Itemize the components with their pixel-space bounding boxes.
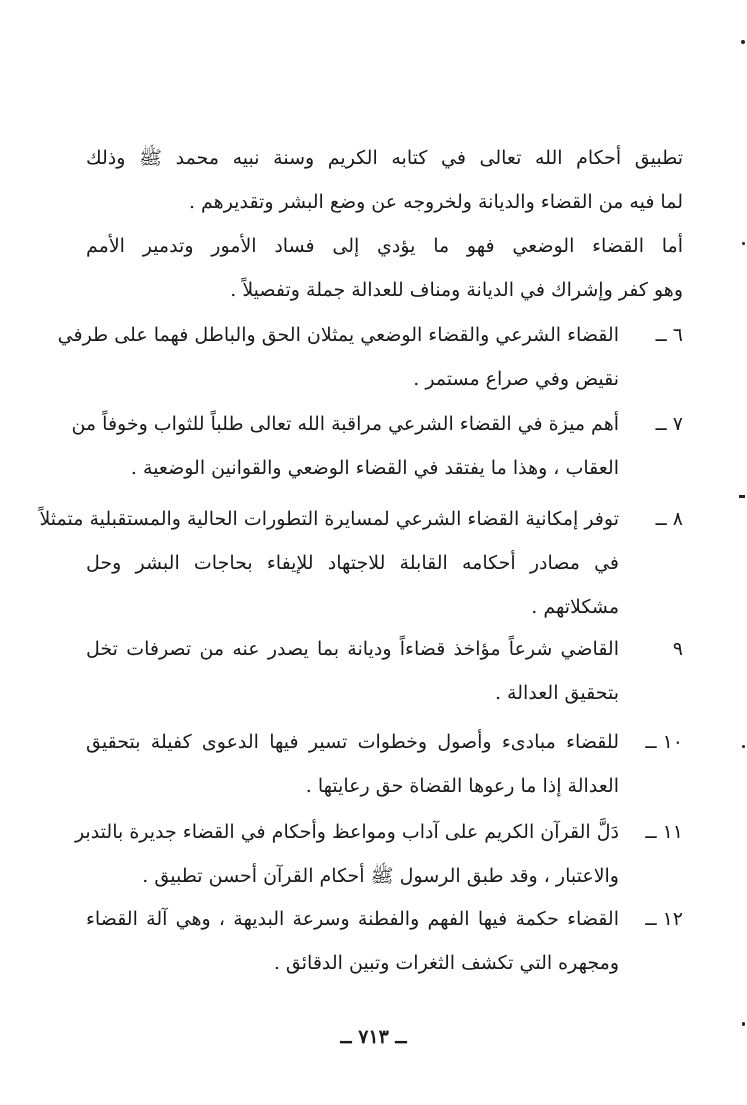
scan-mark <box>739 495 745 498</box>
scan-mark <box>742 1022 745 1026</box>
item-number: ١٠ ــ <box>645 731 683 753</box>
intro-line-2: لما فيه من القضاء والديانة ولخروجه عن وضع البشر وتقديرهم . <box>188 191 683 213</box>
intro-line-4: وهو كفر وإشراك في الديانة ومناف للعدالة جملة وتفصيلاً . <box>230 279 683 301</box>
item-line: أهم ميزة في القضاء الشرعي مراقبة الله تعالى طلباً للثواب وخوفاً من <box>71 413 619 435</box>
item-line: توفر إمكانية القضاء الشرعي لمسايرة التطورات الحالية والمستقبلية متمثلاً <box>39 508 619 530</box>
page-number: ــ ٧١٣ ــ <box>340 1026 407 1048</box>
item-number: ٦ ــ <box>655 324 683 346</box>
scan-mark <box>742 242 745 245</box>
list-item-7 <box>71 402 683 490</box>
scan-mark <box>742 745 745 748</box>
list-item-11 <box>74 810 683 898</box>
item-number: ١١ ــ <box>645 821 683 843</box>
item-line: في مصادر أحكامه القابلة للاجتهاد للإيفاء بحاجات البشر وحل <box>86 552 619 574</box>
intro-line-1: تطبيق أحكام الله تعالى في كتابه الكريم وسنة نبيه محمد ﷺ وذلك <box>86 147 683 169</box>
item-number: ٨ ــ <box>655 508 683 530</box>
list-item-6 <box>57 313 683 401</box>
intro-line-3: أما القضاء الوضعي فهو ما يؤدي إلى فساد الأمور وتدمير الأمم <box>86 235 683 257</box>
list-item-9 <box>86 627 683 715</box>
scan-mark <box>741 40 745 44</box>
item-line: القاضي شرعاً مؤاخذ قضاءاً وديانة بما يصدر عنه من تصرفات تخل <box>86 638 619 660</box>
item-number: ١٢ ــ <box>645 908 683 930</box>
intro-paragraph <box>86 136 683 312</box>
item-line: ومجهره التي تكشف الثغرات وتبين الدقائق . <box>273 952 619 974</box>
item-line: العدالة إذا ما رعوها القضاة حق رعايتها . <box>305 775 619 797</box>
item-line: نقيض وفي صراع مستمر . <box>413 368 619 390</box>
item-line: للقضاء مبادىء وأصول وخطوات تسير فيها الدعوى كفيلة بتحقيق <box>86 731 619 753</box>
item-line: القضاء الشرعي والقضاء الوضعي يمثلان الحق والباطل فهما على طرفي <box>57 324 619 346</box>
list-item-10 <box>86 720 683 808</box>
list-item-12 <box>86 897 683 985</box>
item-line: بتحقيق العدالة . <box>494 682 619 704</box>
item-line: دَلَّ القرآن الكريم على آداب ومواعظ وأحكام في القضاء جديرة بالتدبر <box>74 821 619 843</box>
item-number: ٩ <box>672 638 683 660</box>
list-item-8 <box>39 497 683 629</box>
item-line: العقاب ، وهذا ما يفتقد في القضاء الوضعي والقوانين الوضعية . <box>130 457 619 479</box>
item-line: القضاء حكمة فيها الفهم والفطنة وسرعة البديهة ، وهي آلة القضاء <box>86 908 619 930</box>
item-number: ٧ ــ <box>655 413 683 435</box>
item-line: والاعتبار ، وقد طبق الرسول ﷺ أحكام القرآن أحسن تطبيق . <box>142 865 619 887</box>
item-line: مشكلاتهم . <box>531 596 619 618</box>
